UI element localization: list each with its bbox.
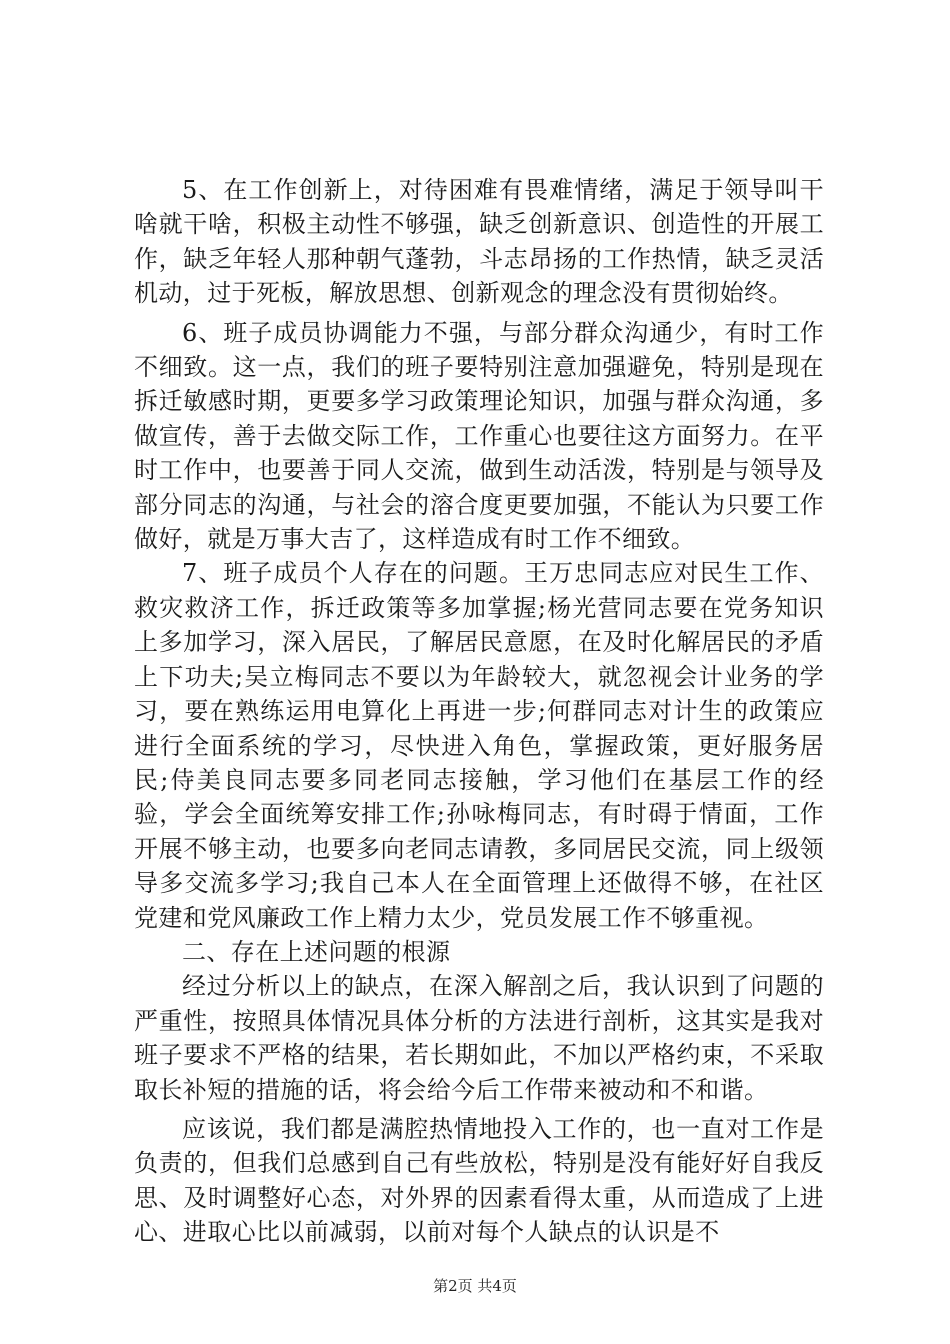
paragraph-item-6: 6、班子成员协调能力不强，与部分群众沟通少，有时工作不细致。这一点，我们的班子要特别注意加强避免，特别是现在拆迁敏感时期，更要多学习政策理论知识，加强与群众沟通，多做宣传，善于去做交际工作，工作重心也要往这方面努力。在平时工作中，也要善于同人交流，做到生动活泼，特别是与领导及部分同志的沟通，与社会的溶合度更要加强，不能认为只要工作做好，就是万事大吉了，这样造成有时工作不细致。	[134, 318, 824, 554]
page-footer: 第2页 共4页	[433, 1277, 517, 1295]
paragraph-item-7: 7、班子成员个人存在的问题。王万忠同志应对民生工作、救灾救济工作，拆迁政策等多加掌握;杨光营同志要在党务知识上多加学习，深入居民，了解居民意愿，在及时化解居民的矛盾上下功夫;吴立梅同志不要以为年龄较大，就忽视会计业务的学习，要在熟练运用电算化上再进一步;何群同志对计生的政策应进行全面系统的学习，尽快进入角色，掌握政策，更好服务居民;侍美良同志要多同老同志接触，学习他们在基层工作的经验，学会全面统筹安排工作;孙咏梅同志，有时碍于情面，工作开展不够主动，也要多向老同志请教，多同居民交流，同上级领导多交流多学习;我自己本人在全面管理上还做得不够，在社区党建和党风廉政工作上精力太少，党员发展工作不够重视。	[134, 559, 824, 932]
section-heading: 二、存在上述问题的根源	[182, 937, 451, 966]
document-body	[134, 173, 824, 1250]
paragraph-reflection: 应该说，我们都是满腔热情地投入工作的，也一直对工作是负责的，但我们总感到自己有些放松，特别是没有能好好自我反思、及时调整好心态，对外界的因素看得太重，从而造成了上进心、进取心比以前减弱，以前对每个人缺点的认识是不	[134, 1114, 824, 1247]
paragraph-item-5: 5、在工作创新上，对待困难有畏难情绪，满足于领导叫干啥就干啥，积极主动性不够强，缺乏创新意识、创造性的开展工作，缺乏年轻人那种朝气蓬勃，斗志昂扬的工作热情，缺乏灵活机动，过于死板，解放思想、创新观念的理念没有贯彻始终。	[134, 176, 824, 308]
paragraph-analysis: 经过分析以上的缺点，在深入解剖之后，我认识到了问题的严重性，按照具体情况具体分析的方法进行剖析，这其实是我对班子要求不严格的结果，若长期如此，不加以严格约束，不采取取长补短的措施的话，将会给今后工作带来被动和不和谐。	[134, 972, 824, 1104]
